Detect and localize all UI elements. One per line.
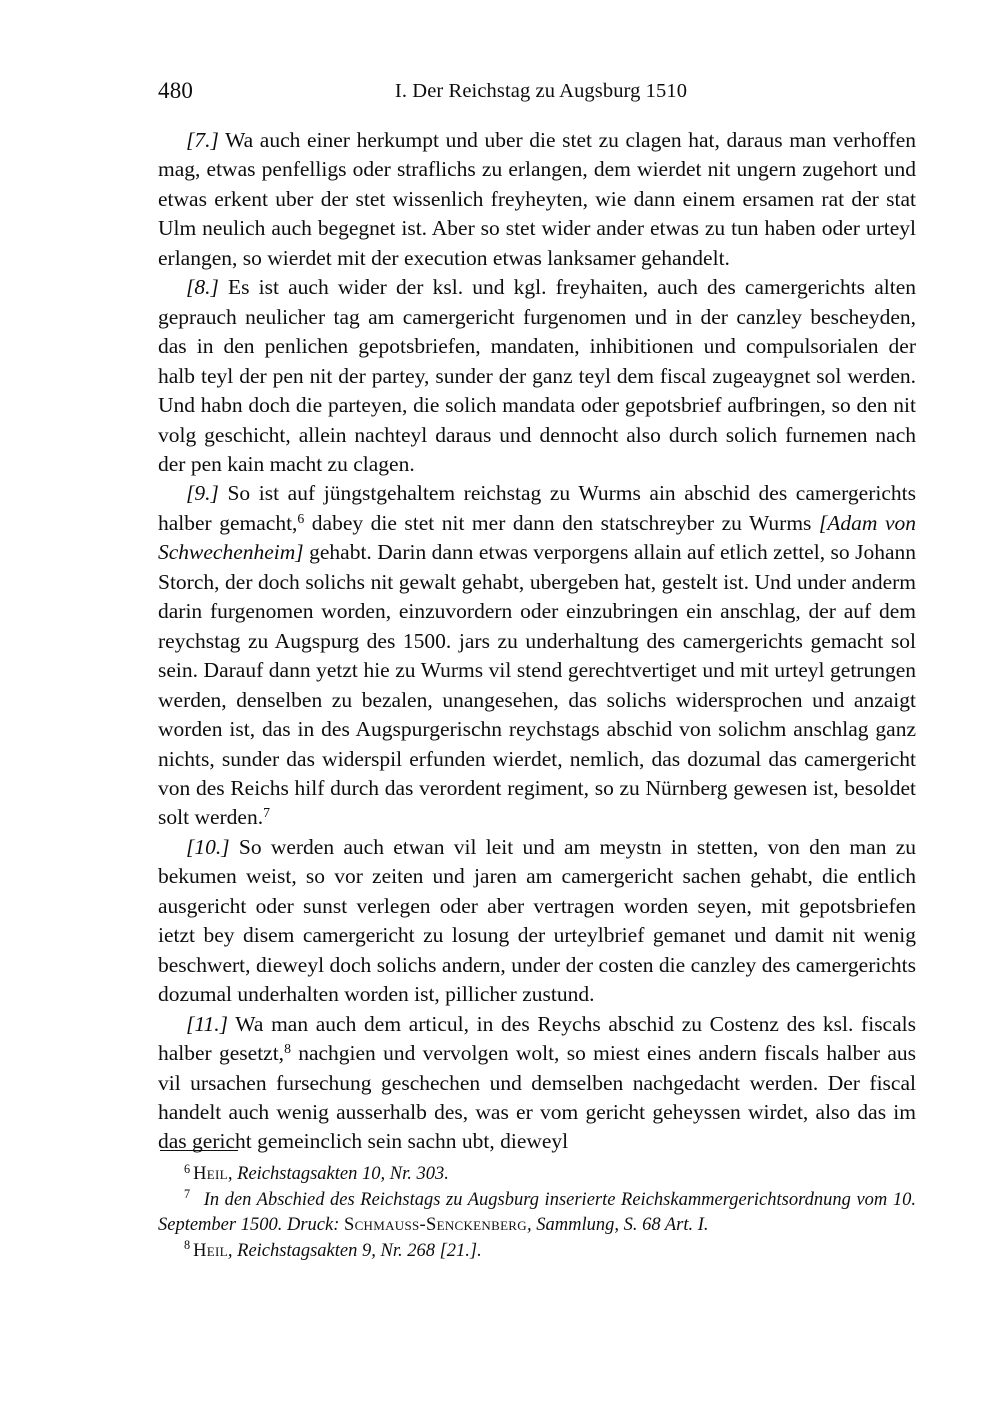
footnote-number: 7 — [184, 1187, 191, 1202]
paragraph-body: Es ist auch wider der ksl. und kgl. freyhaiten, auch des camergerichts alten geprauch neulicher tag am camergericht furgenomen und in der canzley bescheyden, das in den penlichen gepotsbriefen, mandaten, inhibitionen und compulsorialen der halb teyl der pen nit der partey, sunder der ganz teyl dem fiscal zugeaygnet sol werden. Und habn doch die parteyen, die solich mandata oder gepotsbrief aufbringen, so den nit volg geschicht, allein nachteyl daraus und dennocht also durch solich furnemen nach der pen kain macht zu clagen. — [158, 275, 916, 476]
footnote-citation-part-1: In den Abschied des Reichstags zu Augsburg inserierte Reichskammergerichtsordnung vom 10. September 1500. Druck: — [158, 1189, 916, 1236]
footnote-citation-part-2: , Sammlung, S. 68 Art. I. — [526, 1215, 709, 1236]
paragraph-11 — [158, 1010, 916, 1157]
running-title: I. Der Reichstag zu Augsburg 1510 — [394, 80, 688, 102]
running-head — [158, 76, 916, 106]
footnote-separator-rule — [160, 1150, 238, 1151]
footnote-author: Heil — [193, 1164, 228, 1184]
paragraph-marker: [8.] — [186, 275, 219, 300]
footnote-citation: , Reichstagsakten 9, Nr. 268 [21.]. — [227, 1240, 482, 1261]
paragraph-7 — [158, 126, 916, 273]
paragraph-body: So werden auch etwan vil leit und am meystn in stetten, von den man zu bekumen weist, so vor zeiten und jaren am camergericht sachen gehabt, die entlich ausgericht oder sunst verlegen oder aber vertragen worden seyen, mit gepotsbriefen ietzt bey disem camergericht zu losung der urteylbrief gemanet und damit nit wenig beschwert, dieweyl doch solichs andern, under der costen die canzley des camergerichts dozumal underhalten worden ist, pillicher zustund. — [158, 834, 916, 1007]
paragraph-marker: [7.] — [186, 128, 219, 152]
footnote-author: Heil — [193, 1240, 228, 1261]
paragraph-marker: [10.] — [186, 834, 230, 859]
paragraph-9 — [158, 479, 916, 832]
footnote-number: 8 — [184, 1238, 191, 1253]
paragraph-8 — [158, 273, 916, 479]
body-text-column — [158, 126, 916, 1157]
footnote-6 — [158, 1162, 916, 1188]
editorial-insertion: [Adam von Schwechenheim] — [158, 510, 916, 565]
paragraph-body-part-1: So ist auf jüngstgehaltem reichstag zu Wurms ain abschid des camergerichts halber gemacht, — [158, 481, 916, 535]
paragraph-marker: [9.] — [186, 481, 219, 506]
footnote-reference-8[interactable]: 8 — [284, 1040, 291, 1056]
paragraph-body-part-1: Wa man auch dem articul, in des Reychs abschid zu Costenz des ksl. fiscals halber gesetzt, — [158, 1011, 916, 1066]
footnote-apparatus — [158, 1150, 916, 1264]
paragraph-body-part-3: gehabt. Darin dann etwas verporgens allain auf etlich zettel, so Johann Storch, der doch solichs nit gewalt gehabt, ubergeben hat, gestelt ist. Und under anderm darin furgenomen worden, einzuvordern oder einzubringen ein anschlag, der auf dem reychstag zu Augspurg des 1500. jars zu underhaltung des camergerichts gemacht sol sein. Darauf dann yetzt hie zu Wurms vil stend gerechtvertiget und mit urteyl getrungen werden, denselben zu bezalen, unangesehen, das solichs widersprochen und anzaigt worden ist, das in des Augspurgerischn reychstags abschid von solichm anschlag ganz nichts, sunder das widerspil erfunden wierdet, nemlich, das dozumal das camergericht von des Reichs hilf durch das verordent regiment, so zu Nürnberg gewesen ist, besoldet solt werden. — [158, 540, 916, 830]
footnote-editor-name: Schmauss-Senckenberg — [343, 1215, 527, 1236]
paragraph-marker: [11.] — [186, 1011, 229, 1036]
footnote-8 — [158, 1239, 916, 1265]
page-number: 480 — [158, 78, 194, 103]
paragraph-10 — [158, 833, 916, 1010]
paragraph-body: Wa auch einer herkumpt und uber die stet zu clagen hat, daraus man verhoffen mag, etwas penfelligs oder straflichs zu erlangen, dem wierdet nit ungern zugehort und etwas erkent uber der stet wissenlich freyheyten, wie dann einem ersamen rat der stat Ulm neulich auch begegnet ist. Aber so stet wider ander etwas zu tun haben oder urteyl erlangen, so wierdet mit der execution etwas lanksamer gehandelt. — [158, 128, 916, 270]
footnote-number: 6 — [184, 1161, 191, 1176]
footnote-reference-7[interactable]: 7 — [263, 805, 270, 821]
paragraph-body-part-2: nachgien und vervolgen wolt, so miest eines andern fiscals halber aus vil ursachen fursechung geschechen und demselben nachgedacht werden. Der fiscal handelt auch wenig ausserhalb des, was er vom gericht geheyssen wirdet, also das im das gericht gemeinclich sein sachn ubt, dieweyl — [158, 1041, 916, 1154]
footnote-7 — [158, 1188, 916, 1239]
paragraph-body-part-2: dabey die stet nit mer dann den statschreyber zu Wurms — [304, 510, 819, 535]
footnote-citation: , Reichstagsakten 10, Nr. 303. — [227, 1164, 449, 1184]
footnote-reference-6[interactable]: 6 — [297, 510, 305, 526]
